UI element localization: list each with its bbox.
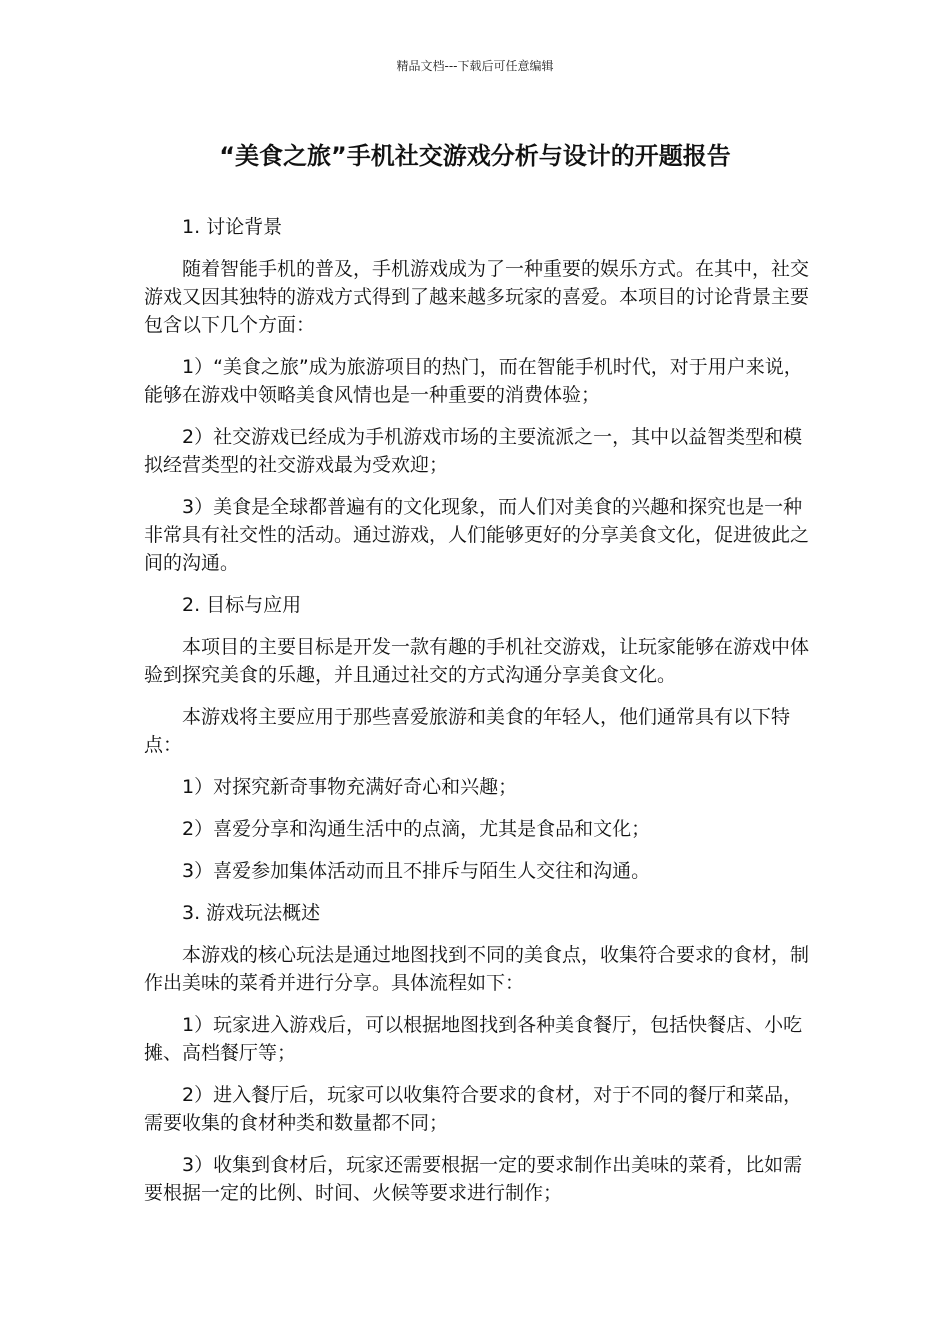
section-heading-goals: 2. 目标与应用 xyxy=(182,594,302,616)
list-item: 3）喜爱参加集体活动而且不排斥与陌生人交往和沟通。 xyxy=(182,860,651,882)
document-body xyxy=(144,213,812,1221)
list-item: 2）社交游戏已经成为手机游戏市场的主要流派之一，其中以益智类型和模拟经营类型的社交游戏最为受欢迎； xyxy=(144,426,803,476)
section-heading-gameplay: 3. 游戏玩法概述 xyxy=(182,902,321,924)
paragraph: 本游戏的核心玩法是通过地图找到不同的美食点，收集符合要求的食材，制作出美味的菜肴并进行分享。具体流程如下： xyxy=(144,944,810,994)
list-item: 2）喜爱分享和沟通生活中的点滴，尤其是食品和文化； xyxy=(182,818,651,840)
paragraph: 本游戏将主要应用于那些喜爱旅游和美食的年轻人，他们通常具有以下特点： xyxy=(144,706,791,756)
list-item: 3）美食是全球都普遍有的文化现象，而人们对美食的兴趣和探究也是一种非常具有社交性的活动。通过游戏，人们能够更好的分享美食文化，促进彼此之间的沟通。 xyxy=(144,496,810,574)
paragraph: 随着智能手机的普及，手机游戏成为了一种重要的娱乐方式。在其中，社交游戏又因其独特的游戏方式得到了越来越多玩家的喜爱。本项目的讨论背景主要包含以下几个方面： xyxy=(144,258,810,336)
list-item: 2）进入餐厅后，玩家可以收集符合要求的食材，对于不同的餐厅和菜品，需要收集的食材种类和数量都不同； xyxy=(144,1084,803,1134)
list-item: 3）收集到食材后，玩家还需要根据一定的要求制作出美味的菜肴，比如需要根据一定的比例、时间、火候等要求进行制作； xyxy=(144,1154,803,1204)
list-item: 1）“美食之旅”成为旅游项目的热门，而在智能手机时代，对于用户来说，能够在游戏中领略美食风情也是一种重要的消费体验； xyxy=(144,356,803,406)
page-header: 精品文档---下载后可任意编辑 xyxy=(396,59,554,73)
list-item: 1）对探究新奇事物充满好奇心和兴趣； xyxy=(182,776,518,798)
document-title: “美食之旅”手机社交游戏分析与设计的开题报告 xyxy=(219,142,731,170)
paragraph: 本项目的主要目标是开发一款有趣的手机社交游戏，让玩家能够在游戏中体验到探究美食的乐趣，并且通过社交的方式沟通分享美食文化。 xyxy=(144,636,810,686)
section-heading-background: 1. 讨论背景 xyxy=(182,216,283,238)
list-item: 1）玩家进入游戏后，可以根据地图找到各种美食餐厅，包括快餐店、小吃摊、高档餐厅等； xyxy=(144,1014,803,1064)
